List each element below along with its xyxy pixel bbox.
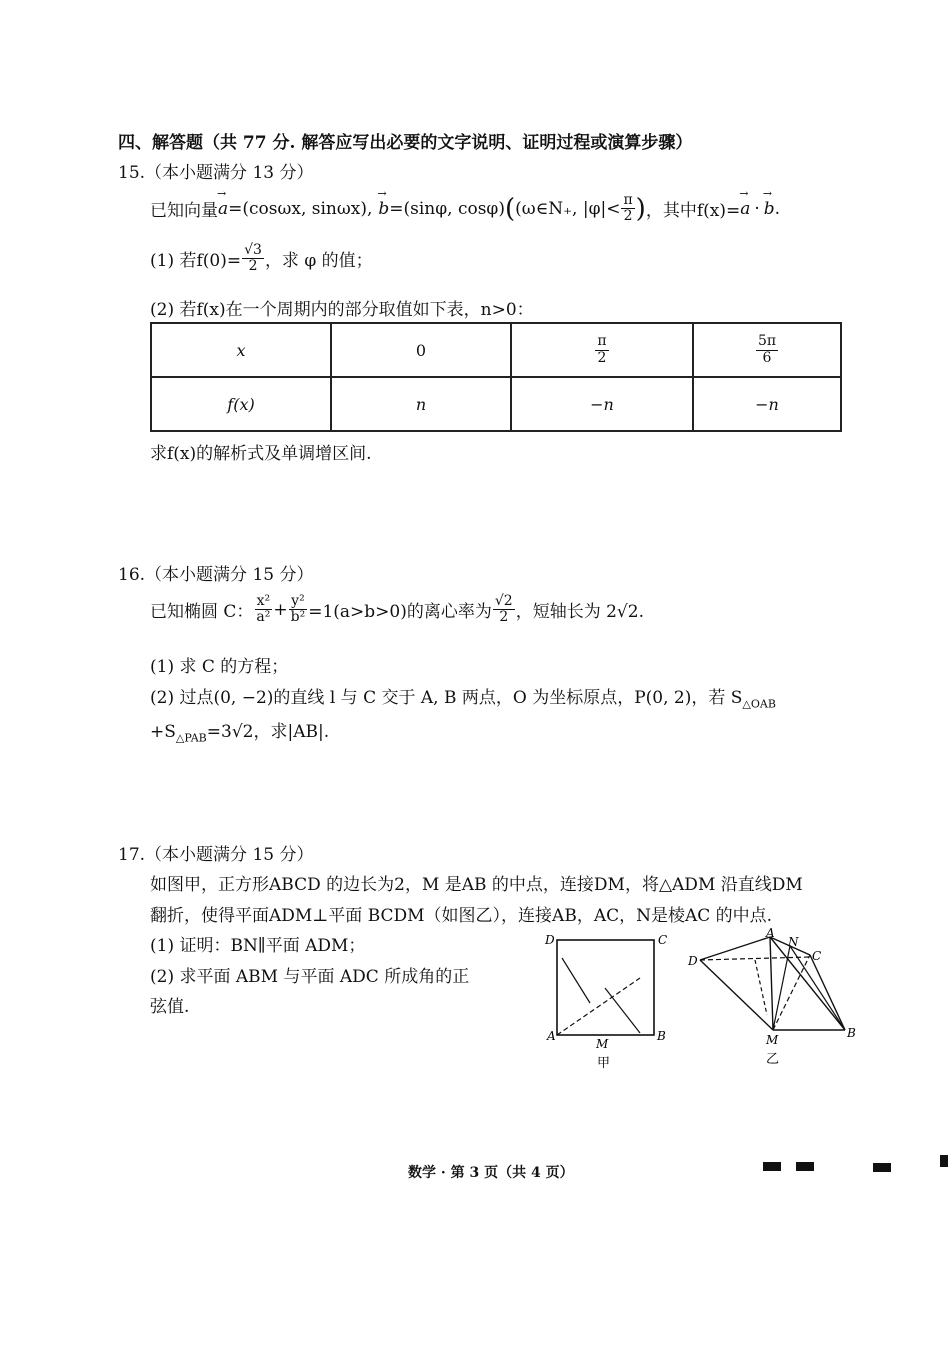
hidden-line — [755, 960, 767, 1015]
frac-num: √3 — [244, 242, 262, 258]
q17-heading — [118, 840, 314, 865]
label-c: C — [658, 933, 668, 947]
q16-stem-mid: =1(a>b>0)的离心率为 — [308, 602, 492, 623]
edge-dc-hidden — [700, 957, 810, 960]
q16-part2-lead: +S — [150, 722, 176, 742]
square-abcd — [557, 940, 654, 1035]
left-paren: ( — [504, 193, 516, 224]
value-table — [150, 322, 842, 432]
section-title: 四、解答题（共 77 分. 解答应写出必要的文字说明、证明过程或演算步骤） — [118, 133, 693, 153]
table-cell: f(x) — [151, 377, 331, 431]
vector-b-2: → b — [764, 199, 775, 219]
scan-mark — [873, 1163, 891, 1172]
x2-over-a2-frac — [254, 594, 272, 626]
edge-ad — [700, 937, 770, 960]
frac-den: 2 — [597, 349, 607, 366]
sqrt3-over-2-frac — [242, 243, 264, 275]
handwritten-mark — [605, 988, 640, 1033]
q16-stem — [150, 594, 644, 626]
frac-den: 2 — [499, 609, 509, 626]
q16-heading — [118, 560, 314, 585]
figure-yi — [685, 925, 860, 1073]
frac-den: 6 — [762, 349, 772, 366]
q15-stem-lead: 已知向量 — [150, 201, 218, 222]
y2-over-b2-frac — [289, 594, 308, 626]
q15-stem-tail: ，其中f(x)= — [645, 201, 741, 222]
caption-yi: 乙 — [766, 1052, 780, 1067]
frac-num: π — [597, 333, 607, 350]
q15-part1-tail: ，求 φ 的值； — [264, 251, 373, 272]
q17-part2-line1: (2) 求平面 ABM 与平面 ADC 所成角的正 — [150, 967, 470, 987]
q15-ask: 求f(x)的解析式及单调增区间. — [150, 444, 372, 464]
handwritten-mark — [562, 958, 590, 1003]
frac-num: 5π — [757, 333, 777, 350]
pi-over-2-frac — [621, 193, 634, 225]
frac-num: π — [623, 192, 633, 208]
frac-num: x² — [256, 593, 271, 609]
q17-line1: 如图甲，正方形ABCD 的边长为2，M 是AB 的中点，连接DM，将△ADM 沿直线DM — [150, 875, 803, 895]
label-a: A — [766, 926, 775, 940]
dot-operator: · — [754, 198, 760, 219]
q17-part1: (1) 证明：BN∥平面 ADM； — [150, 936, 366, 956]
q15-b-def: =(sinφ, cosφ) — [389, 198, 505, 219]
label-m: M — [596, 1037, 609, 1051]
q15-stem — [150, 193, 780, 225]
frac-num: y² — [291, 593, 305, 609]
label-n: N — [788, 935, 799, 949]
pi-over-2-frac — [595, 334, 608, 366]
q15-number: 15. — [118, 163, 146, 183]
q15-cond-open: (ω∈N₊, |φ|< — [515, 198, 621, 219]
table-cell — [511, 323, 693, 377]
sqrt2-over-2-frac — [493, 594, 515, 626]
right-paren: ) — [635, 193, 646, 224]
table-cell: −n — [693, 377, 841, 431]
page-footer: 数学 · 第 3 页（共 4 页） — [408, 1165, 574, 1181]
vector-a-2: → a — [740, 199, 750, 219]
frac-num: √2 — [494, 593, 513, 609]
q16-part2-line2 — [150, 717, 329, 744]
q16-part2-tail: =3√2，求|AB|. — [206, 722, 330, 742]
frac-den: 2 — [248, 258, 258, 275]
table-row — [151, 323, 841, 377]
vector-b: → b — [378, 199, 389, 219]
caption-jia: 甲 — [597, 1056, 611, 1071]
table-cell — [693, 323, 841, 377]
q16-part1: (1) 求 C 的方程； — [150, 657, 289, 677]
table-cell: 0 — [331, 323, 511, 377]
q15-part1-lead: (1) 若f(0)= — [150, 251, 242, 272]
frac-den: a² — [256, 609, 271, 626]
q17-part2-line2: 弦值. — [150, 997, 190, 1017]
q16-header: （本小题满分 15 分） — [145, 565, 314, 585]
edge-mc-hidden — [773, 955, 810, 1030]
label-d: D — [688, 954, 698, 968]
label-c: C — [812, 949, 822, 963]
q16-stem-lead: 已知椭圆 C： — [150, 602, 254, 623]
table-row — [151, 377, 841, 431]
table-cell: −n — [511, 377, 693, 431]
label-b: B — [847, 1026, 856, 1040]
vector-a: → a — [218, 199, 228, 219]
table-cell: x — [151, 323, 331, 377]
scan-mark — [763, 1162, 781, 1171]
q15-header: （本小题满分 13 分） — [145, 163, 314, 183]
table-cell: n — [331, 377, 511, 431]
plus-sign: + — [273, 599, 288, 620]
q15-heading — [118, 158, 314, 183]
label-b: B — [657, 1029, 666, 1043]
scan-mark — [796, 1162, 814, 1171]
q17-header: （本小题满分 15 分） — [145, 845, 314, 865]
frac-den: 2 — [623, 208, 633, 225]
label-d: D — [545, 933, 555, 947]
q17-number: 17. — [118, 845, 146, 865]
label-m: M — [766, 1033, 779, 1047]
edge-ab — [770, 937, 845, 1030]
subscript-oab: △OAB — [742, 697, 776, 711]
q16-part2-line1 — [150, 683, 776, 710]
q16-stem-tail: ，短轴长为 2√2. — [515, 602, 644, 623]
edge-am — [770, 937, 773, 1030]
q15-stem-period: . — [774, 198, 781, 219]
scan-mark — [940, 1155, 948, 1167]
q16-part2-text: (2) 过点(0, −2)的直线 l 与 C 交于 A, B 两点，O 为坐标原点，P(0, 2)，若 S — [150, 688, 743, 708]
q15-part2: (2) 若f(x)在一个周期内的部分取值如下表，n>0： — [150, 300, 534, 320]
5pi-over-6-frac — [756, 334, 778, 366]
q15-part1 — [150, 243, 373, 275]
q16-number: 16. — [118, 565, 146, 585]
frac-den: b² — [290, 609, 306, 626]
edge-mn — [773, 946, 790, 1030]
q15-a-def: =(cosωx, sinωx), — [228, 198, 373, 219]
label-a: A — [547, 1029, 556, 1043]
crease-line — [557, 978, 640, 1035]
figure-jia — [540, 928, 670, 1073]
q17-line2: 翻折，使得平面ADM⊥平面 BCDM（如图乙），连接AB，AC，N是棱AC 的中点. — [150, 906, 773, 926]
subscript-pab: △PAB — [175, 731, 207, 745]
